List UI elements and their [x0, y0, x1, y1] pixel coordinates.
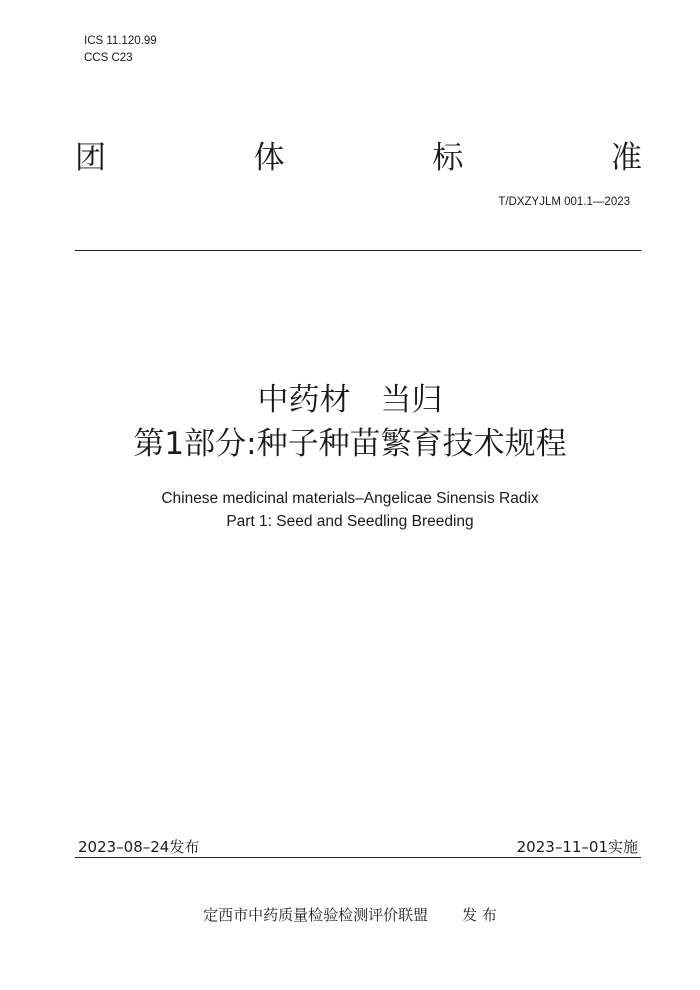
english-title — [0, 487, 700, 533]
english-title-line-2: Part 1: Seed and Seedling Breeding — [226, 513, 474, 530]
chinese-title-part-1: 中药材 — [257, 382, 351, 418]
implementation-date: 2023–11–01实施 — [516, 838, 638, 856]
publisher-line — [0, 904, 700, 925]
ics-code: ICS 11.120.99 — [84, 35, 157, 47]
chinese-title-part-2: 当归 — [380, 382, 443, 418]
standard-type-char-1: 团 — [75, 139, 106, 176]
top-divider — [75, 250, 641, 251]
standard-type-heading — [75, 134, 642, 174]
standard-type-char-3: 标 — [432, 139, 464, 176]
publisher-name: 定西市中药质量检验检测评价联盟 — [203, 906, 429, 924]
bottom-divider — [75, 857, 641, 858]
chinese-title-line-1 — [0, 378, 700, 422]
english-title-line-1: Chinese medicinal materials–Angelicae Sinensis Radix — [161, 490, 539, 507]
chinese-title-line-2: 第1部分:种子种苗繁育技术规程 — [133, 426, 567, 462]
publish-label: 发 布 — [462, 906, 497, 924]
ccs-code: CCS C23 — [84, 52, 133, 64]
standard-type-char-2: 体 — [253, 139, 285, 176]
classification-block — [84, 33, 157, 67]
chinese-title — [0, 378, 700, 466]
standard-number: T/DXZYJLM 001.1—2023 — [498, 196, 630, 208]
standard-type-char-4: 准 — [610, 139, 642, 176]
issue-date: 2023–08–24发布 — [78, 838, 200, 856]
